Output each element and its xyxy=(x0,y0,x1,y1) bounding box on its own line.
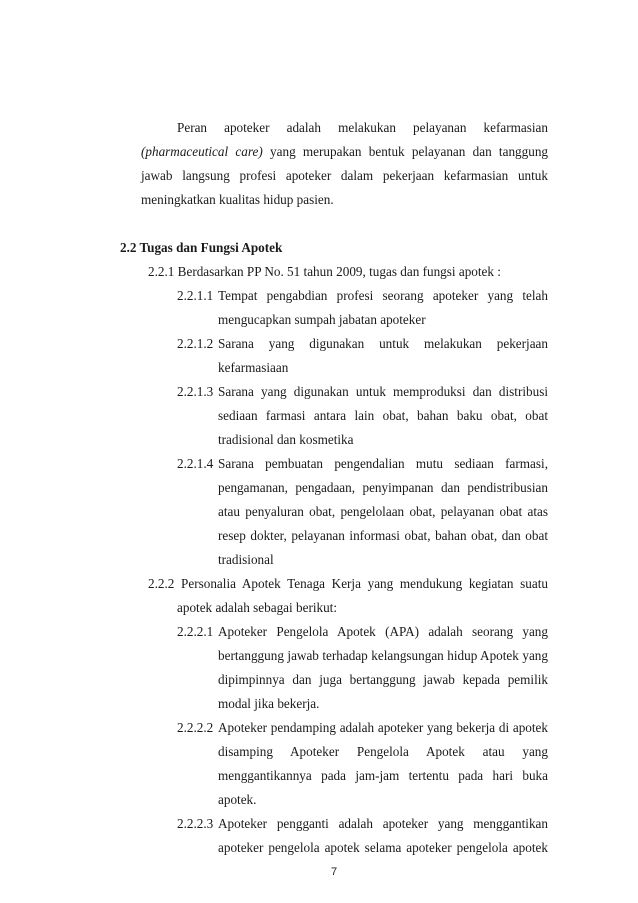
section-heading: 2.2 Tugas dan Fungsi Apotek xyxy=(120,240,283,255)
item-line: Sarana pembuatan pengendalian mutu sediaan farmasi, xyxy=(218,456,548,471)
item-line: Sarana yang digunakan untuk memproduksi dan distribusi xyxy=(218,384,548,399)
item-line: resep dokter, pelayanan informasi obat, bahan obat, dan obat xyxy=(218,528,548,543)
item-line: tradisional xyxy=(218,552,274,567)
item-line: Tempat pengabdian profesi seorang apoteker yang telah xyxy=(218,288,548,303)
item-line: apoteker pengelola apotek selama apoteker pengelola apotek xyxy=(218,840,548,855)
subsection-2-2-1: 2.2.1 Berdasarkan PP No. 51 tahun 2009, tugas dan fungsi apotek : xyxy=(148,264,501,279)
item-number: 2.2.1.2 xyxy=(177,336,214,351)
subsection-2-2-2-cont: apotek adalah sebagai berikut: xyxy=(177,600,338,615)
item-line: disamping Apoteker Pengelola Apotek atau yang xyxy=(218,744,548,759)
item-line: Apoteker pendamping adalah apoteker yang bekerja di apotek xyxy=(218,720,548,735)
item-number: 2.2.2.2 xyxy=(177,720,214,735)
subsection-2-2-2: 2.2.2 Personalia Apotek Tenaga Kerja yang mendukung kegiatan suatu xyxy=(148,576,548,591)
intro-line-1: Peran apoteker adalah melakukan pelayanan kefarmasian xyxy=(177,120,548,135)
item-number: 2.2.1.1 xyxy=(177,288,214,303)
intro-line-2-rest: yang merupakan bentuk pelayanan dan tanggung xyxy=(262,144,549,159)
item-line: modal jika bekerja. xyxy=(218,696,320,711)
item-line: Apoteker pengganti adalah apoteker yang menggantikan xyxy=(218,816,548,831)
item-line: Sarana yang digunakan untuk melakukan pekerjaan xyxy=(218,336,548,351)
item-number: 2.2.2.1 xyxy=(177,624,214,639)
item-line: sediaan farmasi antara lain obat, bahan baku obat, obat xyxy=(218,408,548,423)
item-line: menggantikannya pada jam-jam tertentu pada hari buka xyxy=(218,768,548,783)
item-number: 2.2.2.3 xyxy=(177,816,214,831)
item-line: mengucapkan sumpah jabatan apoteker xyxy=(218,312,426,327)
item-number: 2.2.1.3 xyxy=(177,384,214,399)
item-line: bertanggung jawab terhadap kelangsungan hidup Apotek yang xyxy=(218,648,548,663)
item-line: kefarmasiaan xyxy=(218,360,289,375)
intro-line-3: jawab langsung profesi apoteker dalam pekerjaan kefarmasian untuk xyxy=(141,168,548,183)
item-number: 2.2.1.4 xyxy=(177,456,214,471)
item-line: pengamanan, pengadaan, penyimpanan dan pendistribusian xyxy=(218,480,548,495)
item-line: dipimpinnya dan juga bertanggung jawab kepada pemilik xyxy=(218,672,548,687)
intro-line-2 xyxy=(141,144,548,160)
item-line: apotek. xyxy=(218,792,257,807)
item-line: tradisional dan kosmetika xyxy=(218,432,354,447)
intro-term-italic: (pharmaceutical care) xyxy=(141,144,263,159)
item-line: Apoteker Pengelola Apotek (APA) adalah seorang yang xyxy=(218,624,548,639)
item-line: atau penyaluran obat, pengelolaan obat, pelayanan obat atas xyxy=(218,504,548,519)
intro-line-4: meningkatkan kualitas hidup pasien. xyxy=(141,192,334,207)
page-number: 7 xyxy=(331,866,338,878)
